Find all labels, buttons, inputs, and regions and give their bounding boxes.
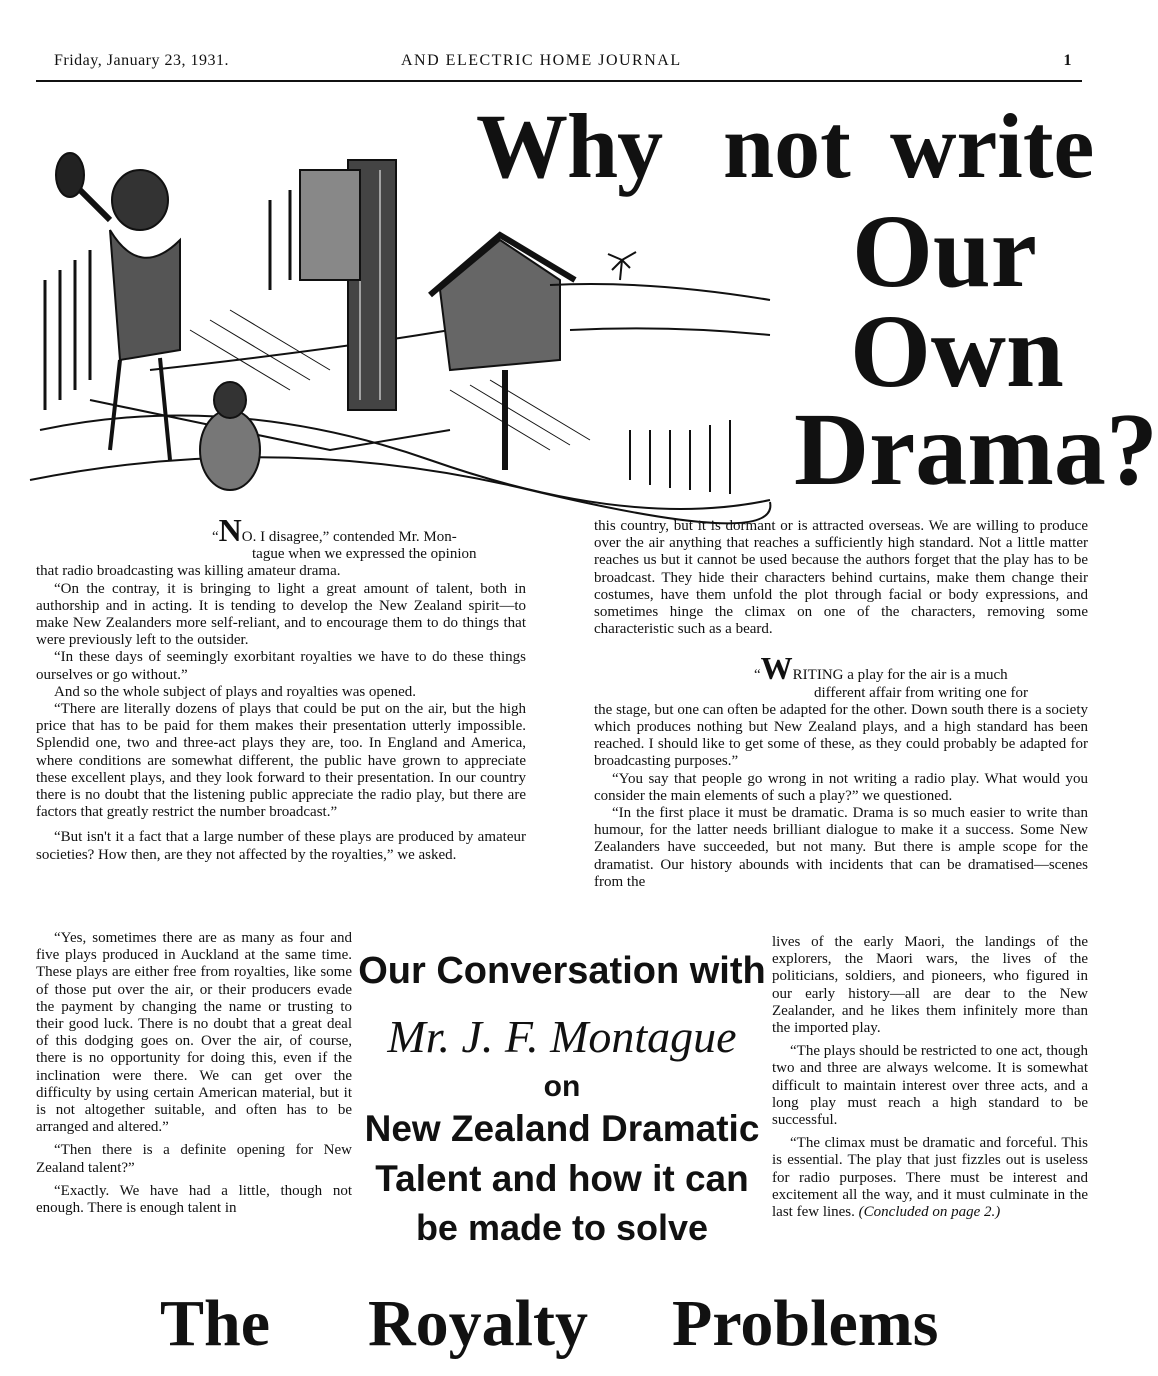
bottom-title-problems: Problems (672, 1287, 939, 1360)
journal-title: AND ELECTRIC HOME JOURNAL (401, 52, 682, 69)
paragraph: And so the whole subject of plays and royalties was opened. (54, 683, 416, 700)
right-column-lower (772, 934, 1088, 1221)
feature-title-name: Mr. J. F. Montague (387, 1011, 737, 1062)
headline-own: Own (850, 294, 1064, 409)
header-rule (36, 80, 1082, 82)
feature-title-line6: be made to solve (415, 1207, 709, 1248)
drop-cap: W (760, 650, 793, 687)
paragraph: lives of the early Maori, the landings of the explorers, the Maori wars, the lives of the politicians, soldiers, and pioneers, who figured in our early history—all are dear to the New Zealander, and he likes them infinitely more than the imported play. (772, 934, 1088, 1037)
bottom-title-royalty: Royalty (368, 1287, 588, 1360)
headline-drama: Drama? (794, 392, 1158, 507)
continued-note: (Concluded on page 2.) (858, 1204, 1001, 1221)
headline-not: not (723, 95, 851, 197)
paragraph: “WRITING a play for the air is a much different affair from writing one for (754, 650, 1028, 701)
paragraph: “The plays should be restricted to one act, though two and three are always welcome. It is somewhat difficult to maintain interest over three acts, and a long play must reach a high standard to be successful. (772, 1043, 1088, 1129)
paragraph: “In the first place it must be dramatic. Drama is so much easier to write than humour, for the latter needs brilliant dialogue to make it a success. Some New Zealanders have succeeded, but not many. But there is ample scope for the dramatist. Our history abounds with incidents that can be dramatised—scenes from the (594, 805, 1088, 890)
paragraph: “There are literally dozens of plays that could be put on the air, but the high price that has to be paid for them makes their presentation utterly impossible. Splendid one, two and three-act plays they are, too. In England and America, where conditions are somewhat different, the public have grown to appreciate these excellent plays, and they look forward to their presentation. In our country there is no doubt that the listening public appreciate the radio play, but there are factors that greatly restrict the number broadcast.” (36, 701, 526, 821)
headline-why: Why (476, 95, 663, 197)
left-column-upper (36, 512, 526, 864)
feature-title-on: on (543, 1070, 581, 1103)
paragraph: “Yes, sometimes there are as many as four and five plays produced in Auckland at the same time. These plays are either free from royalties, like some of those put over the air, or their producers evade the payment by changing the name or trusting to their good luck. There is no doubt that a great deal of this dodging goes on. Over the air, of course, there is no opportunity for doing this, even if the inclination were there. We can get over the difficulty by using certain American material, but it is not altogether suitable, and often has to be arranged and altered.” (36, 930, 352, 1136)
paragraph: that radio broadcasting was killing amateur drama. (36, 563, 341, 580)
paragraph: “On the contray, it is bringing to light a great amount of talent, both in authorship and in acting. It is tending to develop the New Zealand spirit—to make New Zealanders more self-reliant, and to encourage them to do things that were previously left to the outsider. (36, 580, 526, 649)
left-column-lower (36, 930, 352, 1217)
paragraph: “Exactly. We have had a little, though not enough. There is enough talent in (36, 1182, 352, 1217)
paragraph: “You say that people go wrong in not writing a radio play. What would you consider the main elements of such a play?” we questioned. (594, 770, 1088, 804)
bottom-title-the: The (160, 1287, 271, 1360)
right-column-upper (594, 518, 1088, 891)
paragraph: “In these days of seemingly exorbitant royalties we have to do these things ourselves or go without.” (36, 649, 526, 683)
headline-write: write (890, 95, 1095, 197)
page-number: 1 (1063, 52, 1072, 69)
paragraph: “NO. I disagree,” contended Mr. Mon- tague when we expressed the opinion (212, 512, 477, 563)
paragraph: “The climax must be dramatic and forceful. This is essential. The play that just fizzles out is useless for radio purposes. There must be interest and excitement all the way, and it must culminate in the last few lines. (Concluded on page 2.) (772, 1135, 1088, 1221)
feature-title-line5: Talent and how it can (375, 1158, 749, 1199)
feature-title-line4: New Zealand Dramatic (364, 1108, 760, 1149)
page-header (36, 52, 1082, 78)
issue-date: Friday, January 23, 1931. (54, 52, 229, 69)
feature-title-line1: Our Conversation with (358, 950, 766, 992)
paragraph: this country, but it is dormant or is attracted overseas. We are willing to produce over the air anything that reaches a sufficiently high standard. Not a little matter reaches us but it cannot be used because the authors forget that the play has to be broadcast. They hide their characters behind curtains, make them change their costumes, have them unfold the plot through facial or body expressions, and sometimes hinge the climax on one of the characters, removing some characteristic such as a beard. (594, 518, 1088, 638)
headline-our: Our (852, 194, 1037, 309)
paragraph: “Then there is a definite opening for New Zealand talent?” (36, 1142, 352, 1176)
maori-village-illustration (30, 130, 770, 510)
drop-cap: N (218, 512, 242, 548)
paragraph: the stage, but one can often be adapted for the other. Down south there is a society which produces nothing but New Zealand plays, and a high standard has been reached. I should like to get some of these, as they could probably be adapted for broadcasting purposes.” (594, 701, 1089, 770)
paragraph: “But isn't it a fact that a large number of these plays are produced by amateur societies? How then, are they not affected by the royalties,” we asked. (36, 829, 526, 863)
